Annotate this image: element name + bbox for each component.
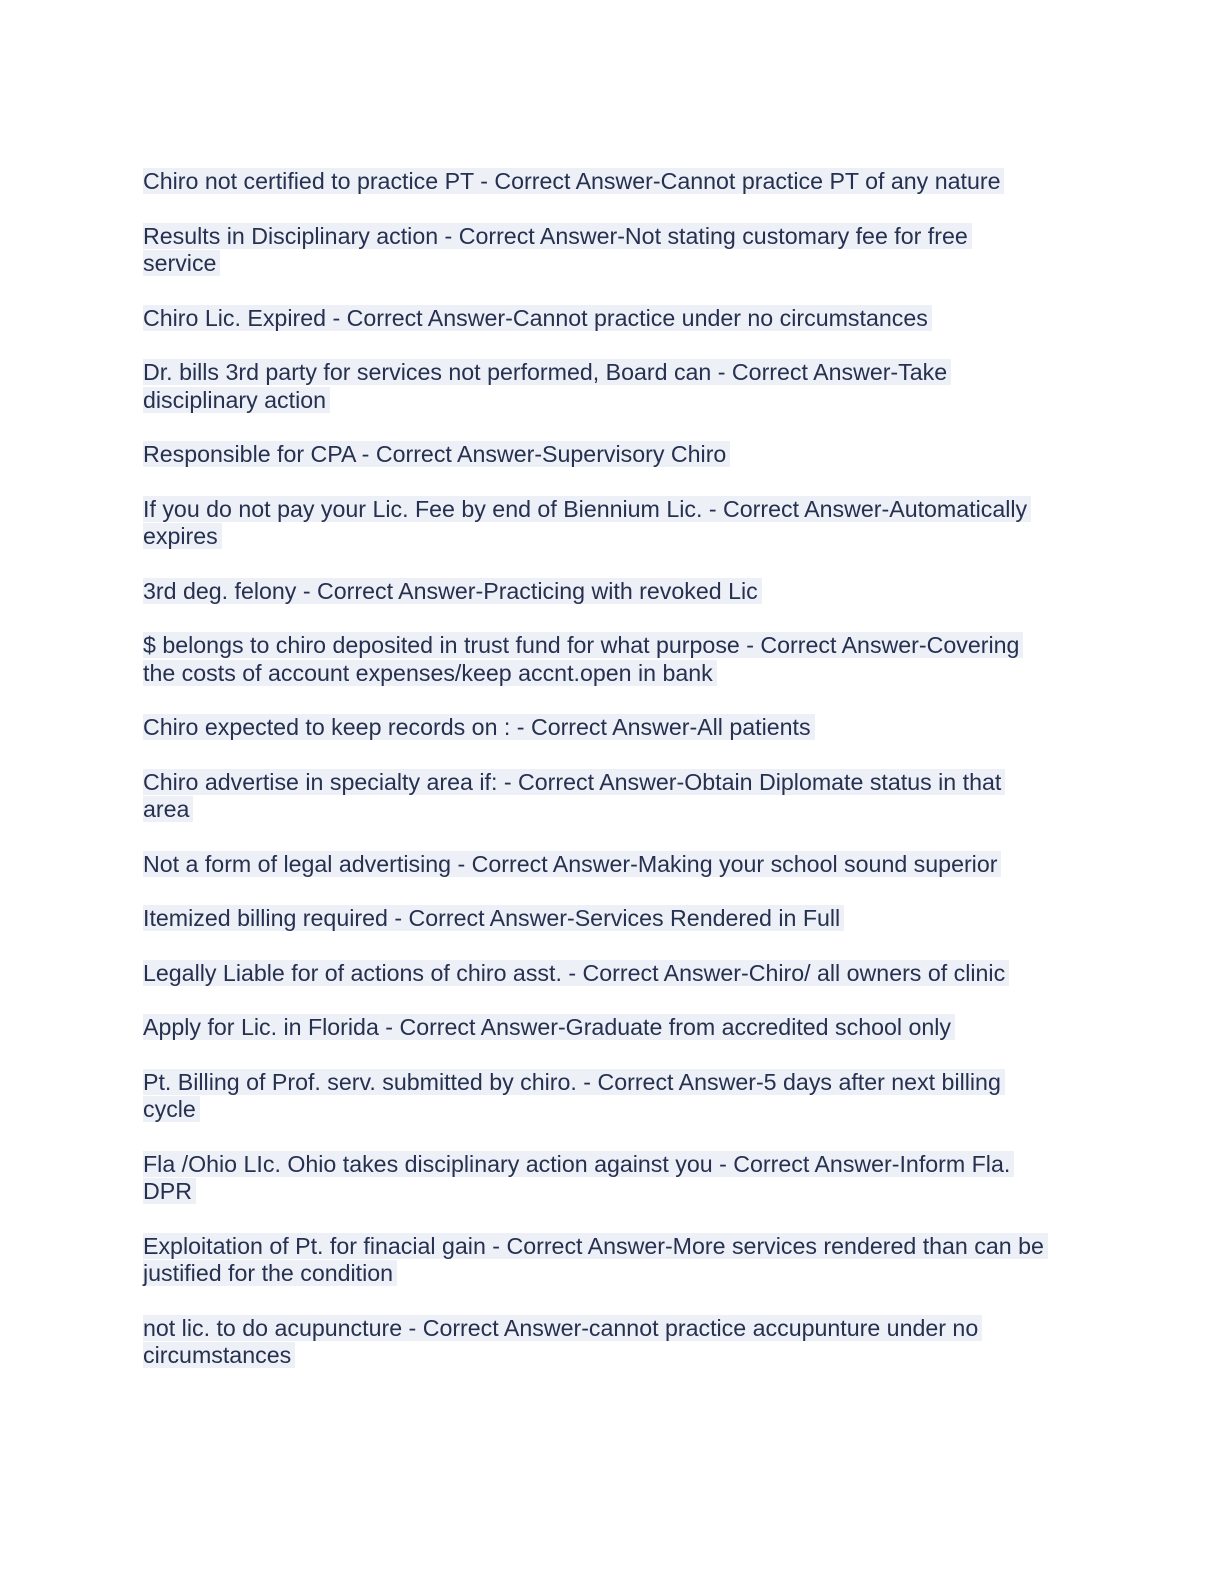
qa-text: Apply for Lic. in Florida - Correct Answer-Graduate from accredited school only — [143, 1014, 955, 1040]
qa-entry — [143, 905, 1083, 933]
qa-text: Results in Disciplinary action - Correct Answer-Not stating customary fee for free — [143, 223, 972, 249]
qa-line — [143, 1315, 1083, 1343]
qa-text: Exploitation of Pt. for finacial gain - Correct Answer-More services rendered than can be — [143, 1233, 1048, 1259]
qa-line — [143, 1014, 1083, 1042]
qa-line — [143, 1178, 1083, 1206]
qa-line — [143, 1069, 1083, 1097]
qa-text: Not a form of legal advertising - Correct Answer-Making your school sound superior — [143, 851, 1001, 877]
qa-entry — [143, 168, 1083, 196]
qa-entry — [143, 960, 1083, 988]
qa-text: Chiro expected to keep records on : - Correct Answer-All patients — [143, 714, 815, 740]
qa-line — [143, 250, 1083, 278]
qa-text: $ belongs to chiro deposited in trust fund for what purpose - Correct Answer-Covering — [143, 632, 1023, 658]
qa-entry — [143, 632, 1083, 687]
qa-line — [143, 905, 1083, 933]
qa-entry — [143, 223, 1083, 278]
qa-line — [143, 578, 1083, 606]
qa-line — [143, 851, 1083, 879]
qa-line — [143, 1342, 1083, 1370]
qa-line — [143, 632, 1083, 660]
qa-line — [143, 387, 1083, 415]
qa-entry — [143, 1315, 1083, 1370]
qa-text: service — [143, 250, 220, 276]
qa-text: Responsible for CPA - Correct Answer-Supervisory Chiro — [143, 441, 730, 467]
qa-line — [143, 496, 1083, 524]
qa-text: the costs of account expenses/keep accnt.open in bank — [143, 660, 717, 686]
qa-text: Chiro advertise in specialty area if: - Correct Answer-Obtain Diplomate status in that — [143, 769, 1005, 795]
qa-line — [143, 223, 1083, 251]
qa-text: Legally Liable for of actions of chiro asst. - Correct Answer-Chiro/ all owners of clinic — [143, 960, 1009, 986]
qa-line — [143, 960, 1083, 988]
qa-line — [143, 769, 1083, 797]
qa-entry — [143, 1151, 1083, 1206]
qa-line — [143, 1151, 1083, 1179]
qa-line — [143, 1096, 1083, 1124]
qa-text: disciplinary action — [143, 387, 330, 413]
qa-text: Chiro Lic. Expired - Correct Answer-Cannot practice under no circumstances — [143, 305, 932, 331]
qa-text: Dr. bills 3rd party for services not performed, Board can - Correct Answer-Take — [143, 359, 951, 385]
qa-line — [143, 660, 1083, 688]
qa-text: cycle — [143, 1096, 200, 1122]
qa-entry — [143, 496, 1083, 551]
qa-text: area — [143, 796, 193, 822]
qa-entry — [143, 769, 1083, 824]
qa-text: not lic. to do acupuncture - Correct Answer-cannot practice accupunture under no — [143, 1315, 982, 1341]
qa-line — [143, 305, 1083, 333]
qa-text: Pt. Billing of Prof. serv. submitted by chiro. - Correct Answer-5 days after next billing — [143, 1069, 1005, 1095]
qa-entry — [143, 714, 1083, 742]
qa-text: expires — [143, 523, 222, 549]
qa-text: circumstances — [143, 1342, 295, 1368]
qa-line — [143, 359, 1083, 387]
qa-text: 3rd deg. felony - Correct Answer-Practicing with revoked Lic — [143, 578, 762, 604]
qa-line — [143, 523, 1083, 551]
qa-entry — [143, 359, 1083, 414]
qa-entry — [143, 1014, 1083, 1042]
qa-line — [143, 714, 1083, 742]
document-page — [143, 168, 1083, 1397]
qa-text: If you do not pay your Lic. Fee by end of Biennium Lic. - Correct Answer-Automatically — [143, 496, 1031, 522]
qa-line — [143, 796, 1083, 824]
qa-text: Itemized billing required - Correct Answer-Services Rendered in Full — [143, 905, 844, 931]
qa-entry — [143, 1069, 1083, 1124]
qa-entry — [143, 441, 1083, 469]
qa-text: Chiro not certified to practice PT - Correct Answer-Cannot practice PT of any nature — [143, 168, 1004, 194]
qa-line — [143, 1233, 1083, 1261]
qa-entry — [143, 851, 1083, 879]
qa-text: DPR — [143, 1178, 196, 1204]
qa-entry — [143, 1233, 1083, 1288]
qa-line — [143, 441, 1083, 469]
qa-text: Fla /Ohio LIc. Ohio takes disciplinary action against you - Correct Answer-Inform Fla. — [143, 1151, 1014, 1177]
qa-line — [143, 1260, 1083, 1288]
qa-line — [143, 168, 1083, 196]
qa-entry — [143, 578, 1083, 606]
qa-entry — [143, 305, 1083, 333]
qa-text: justified for the condition — [143, 1260, 397, 1286]
